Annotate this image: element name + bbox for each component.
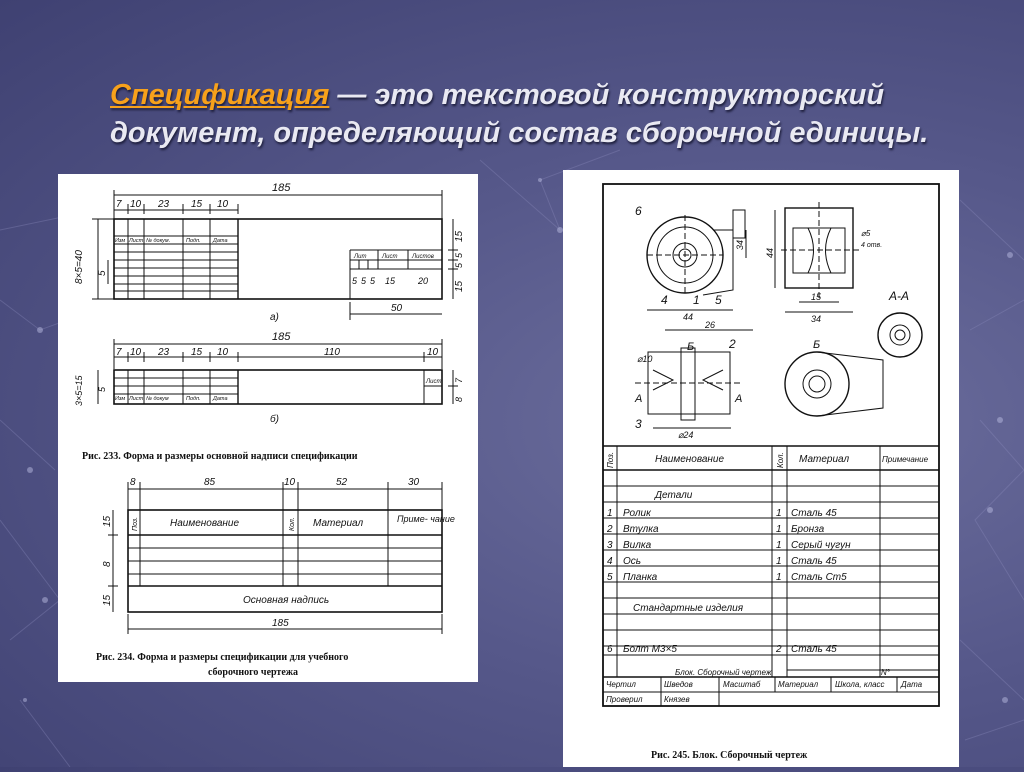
fig233b-hdr-3: Подп. [186, 396, 201, 402]
fig234-hdr-name: Наименование [170, 518, 240, 529]
stamp-number: N° [881, 668, 890, 677]
fig245-pos-1: 1 [693, 293, 700, 307]
fig233a-sub-hdr-2: Листов [412, 254, 434, 260]
stamp-drew: Чертил [606, 680, 636, 689]
fig233a-right-dim-2: 5 [454, 262, 464, 268]
left-figure-panel [58, 174, 478, 682]
fig233b-hdr-1: Лист [129, 396, 144, 402]
stamp-scale: Масштаб [723, 680, 761, 689]
spec-hdr-qty: Кол. [776, 452, 785, 468]
fig234-left-dim-1: 8 [102, 561, 113, 567]
fig233-caption: Рис. 233. Форма и размеры основной надписи спецификации [82, 451, 358, 462]
fig233b-hdr-0: Изм [115, 396, 126, 402]
fig234-hdr-note: Приме- чание [397, 514, 455, 524]
fig245-section-a1: А [635, 393, 643, 405]
fig245-section-aa: А-А [889, 289, 910, 303]
fig234-dim-4: 30 [408, 477, 420, 488]
fig233b-hdr-4: Дата [213, 396, 228, 402]
right-figure-panel [563, 170, 959, 767]
fig245-pos-3: 3 [635, 417, 642, 431]
spec-hdr-material: Материал [799, 454, 850, 465]
fig233b-dim-0: 7 [116, 347, 122, 358]
fig245-caption: Рис. 245. Блок. Сборочный чертеж [651, 750, 808, 761]
fig233a-left-dim-1: 5 [97, 270, 108, 276]
spec-row-2-qty: 1 [776, 524, 782, 535]
fig233a-label: а) [270, 312, 279, 323]
spec-row-4 [607, 556, 837, 567]
fig245-pos-5: 5 [715, 293, 722, 307]
fig234-dim-1: 85 [204, 477, 216, 488]
fig233b-total-dim: 185 [272, 331, 291, 343]
fig245-section-b1: Б [687, 341, 695, 353]
spec-row-3-name: Вилка [623, 540, 652, 551]
fig234-bottom-dim: 185 [272, 618, 289, 629]
fig234-left-dim-0: 15 [102, 515, 113, 527]
spec-row-2-mat: Бронза [791, 524, 825, 535]
fig234-left-dim-2: 15 [102, 594, 113, 606]
spec-row-1-qty: 1 [776, 508, 782, 519]
fig234-dim-2: 10 [284, 477, 296, 488]
stamp-date: Дата [901, 680, 923, 689]
fig233a-sub-hdr-0: Лит [354, 254, 367, 260]
fig233b-dim-6: 10 [427, 347, 439, 358]
fig233a-sub-dim-4: 20 [418, 276, 429, 286]
spec-row-4-qty: 1 [776, 556, 782, 567]
fig234-dim-0: 8 [130, 477, 136, 488]
fig233a-sub-dim-1: 5 [361, 276, 367, 286]
spec-row-3-mat: Серый чугун [791, 540, 851, 551]
fig233a-sub-dim-0: 5 [352, 276, 358, 286]
spec-row-2-pos: 2 [607, 524, 613, 535]
fig233b-right-dim-1: 7 [454, 377, 464, 383]
fig245-section-a2: А [735, 393, 743, 405]
fig233a-hdr-3: Подп. [186, 238, 201, 244]
fig233a-left-dim-0: 8×5=40 [74, 250, 85, 284]
spec-row-1 [607, 508, 837, 519]
spec-row-5-mat: Сталь Ст5 [791, 572, 847, 583]
fig233a-hdr-4: Дата [213, 238, 228, 244]
spec-row-1-name: Ролик [623, 508, 651, 519]
fig233a-hdr-1: Лист [129, 238, 144, 244]
fig245-pos-2: 2 [729, 337, 736, 351]
spec-row-4-mat: Сталь 45 [791, 556, 837, 567]
fig233a-dim-4: 10 [217, 199, 229, 210]
fig233a-dim-1: 10 [130, 199, 142, 210]
spec-hdr-name: Наименование [655, 454, 725, 465]
spec-hdr-pos: Поз. [606, 451, 615, 468]
stamp-checked-name: Князев [664, 695, 690, 704]
fig245-dim-44a: 44 [765, 247, 775, 258]
fig234-caption-line1: Рис. 234. Форма и размеры спецификации для учебного [96, 652, 349, 663]
fig234-title-block: Основная надпись [243, 595, 330, 606]
fig233a-sub-dim-3: 15 [385, 276, 396, 286]
fig245-dim-d10: ⌀10 [637, 354, 653, 364]
stamp-checked: Проверил [606, 695, 643, 704]
spec-row-1-pos: 1 [607, 508, 613, 519]
fig233a-bottom-dim: 50 [391, 303, 403, 314]
fig245-dim-34a: 34 [735, 239, 745, 250]
spec-row-5-pos: 5 [607, 572, 613, 583]
spec-section-details: Детали [655, 490, 693, 501]
spec-row-5-name: Планка [623, 572, 658, 583]
spec-row-6-pos: 6 [607, 644, 613, 655]
spec-row-5-qty: 1 [776, 572, 782, 583]
fig233b-dim-1: 10 [130, 347, 142, 358]
spec-row-3-qty: 1 [776, 540, 782, 551]
spec-section-standard: Стандартные изделия [633, 603, 744, 614]
fig234-hdr-qty: Кол. [289, 517, 296, 531]
fig245-dim-15: 15 [811, 292, 822, 302]
fig245-dim-44b: 44 [683, 312, 694, 322]
fig233b-dim-5: 110 [324, 347, 340, 358]
fig233b-left-dim-0: 3×5=15 [74, 375, 84, 406]
fig233b-hdr-2: № докум [146, 396, 169, 402]
fig233a-right-dim-1: 5 [454, 252, 464, 258]
fig233b-dim-3: 15 [191, 347, 203, 358]
spec-row-3 [607, 540, 851, 551]
spec-row-6-mat: Сталь 45 [791, 644, 837, 655]
fig245-dim-d5: ⌀5 [861, 229, 871, 238]
fig233a-hdr-0: Изм [115, 238, 126, 244]
fig233a-dim-2: 23 [158, 199, 170, 210]
fig245-pos-4: 4 [661, 293, 668, 307]
fig234-hdr-pos: Поз. [132, 516, 139, 531]
spec-row-2-name: Втулка [623, 524, 659, 535]
stamp-school: Школа, класс [835, 680, 885, 689]
spec-row-4-pos: 4 [607, 556, 613, 567]
spec-row-5 [607, 572, 847, 583]
spec-row-6-name: Болт М3×5 [623, 644, 677, 655]
fig233a-hdr-2: № докум. [146, 238, 171, 244]
fig233a-dim-0: 7 [116, 199, 122, 210]
fig233b-right-dim-0: 8 [454, 396, 464, 402]
fig245-dim-34b: 34 [811, 314, 822, 324]
fig233b-left-dim-1: 5 [97, 386, 107, 392]
fig233b-dim-2: 23 [158, 347, 170, 358]
fig245-dim-26: 26 [705, 320, 716, 330]
stamp-drew-name: Шведов [664, 680, 693, 689]
fig234-caption-line2: сборочного чертежа [208, 667, 299, 678]
stamp-material: Материал [778, 680, 819, 689]
spec-row-3-pos: 3 [607, 540, 613, 551]
fig245-section-b2: Б [813, 339, 821, 351]
fig233-234-drawing [58, 174, 478, 682]
fig245-dim-d24: ⌀24 [678, 430, 694, 440]
fig233a-sub-dim-2: 5 [370, 276, 376, 286]
spec-row-1-mat: Сталь 45 [791, 508, 837, 519]
slide-title [110, 76, 940, 152]
fig233b-label: б) [270, 414, 279, 425]
title-term: Спецификация [110, 79, 330, 111]
fig233a-right-dim-0: 15 [454, 230, 465, 242]
fig233a-dim-3: 15 [191, 199, 203, 210]
fig233b-sheet-label: Лист [426, 379, 442, 385]
spec-row-4-name: Ось [623, 556, 642, 567]
fig245-drawing [563, 170, 959, 767]
fig233b-dim-4: 10 [217, 347, 229, 358]
fig233a-sub-hdr-1: Лист [382, 254, 398, 260]
fig245-dim-4holes: 4 отв. [861, 242, 883, 249]
fig234-hdr-material: Материал [313, 518, 364, 529]
spec-row-2 [606, 524, 825, 535]
spec-row-6-qty: 2 [776, 644, 782, 655]
fig233a-total-dim: 185 [272, 182, 291, 194]
fig234-dim-3: 52 [336, 477, 348, 488]
stamp-title: Блок. Сборочный чертеж [675, 668, 772, 677]
title-definition: — это текстовой конструкторский документ, определяющий состав сборочной единицы. [110, 79, 929, 149]
spec-hdr-note: Примечание [882, 455, 929, 464]
fig233a-right-dim-3: 15 [454, 280, 465, 292]
fig245-pos-6: 6 [635, 204, 642, 218]
